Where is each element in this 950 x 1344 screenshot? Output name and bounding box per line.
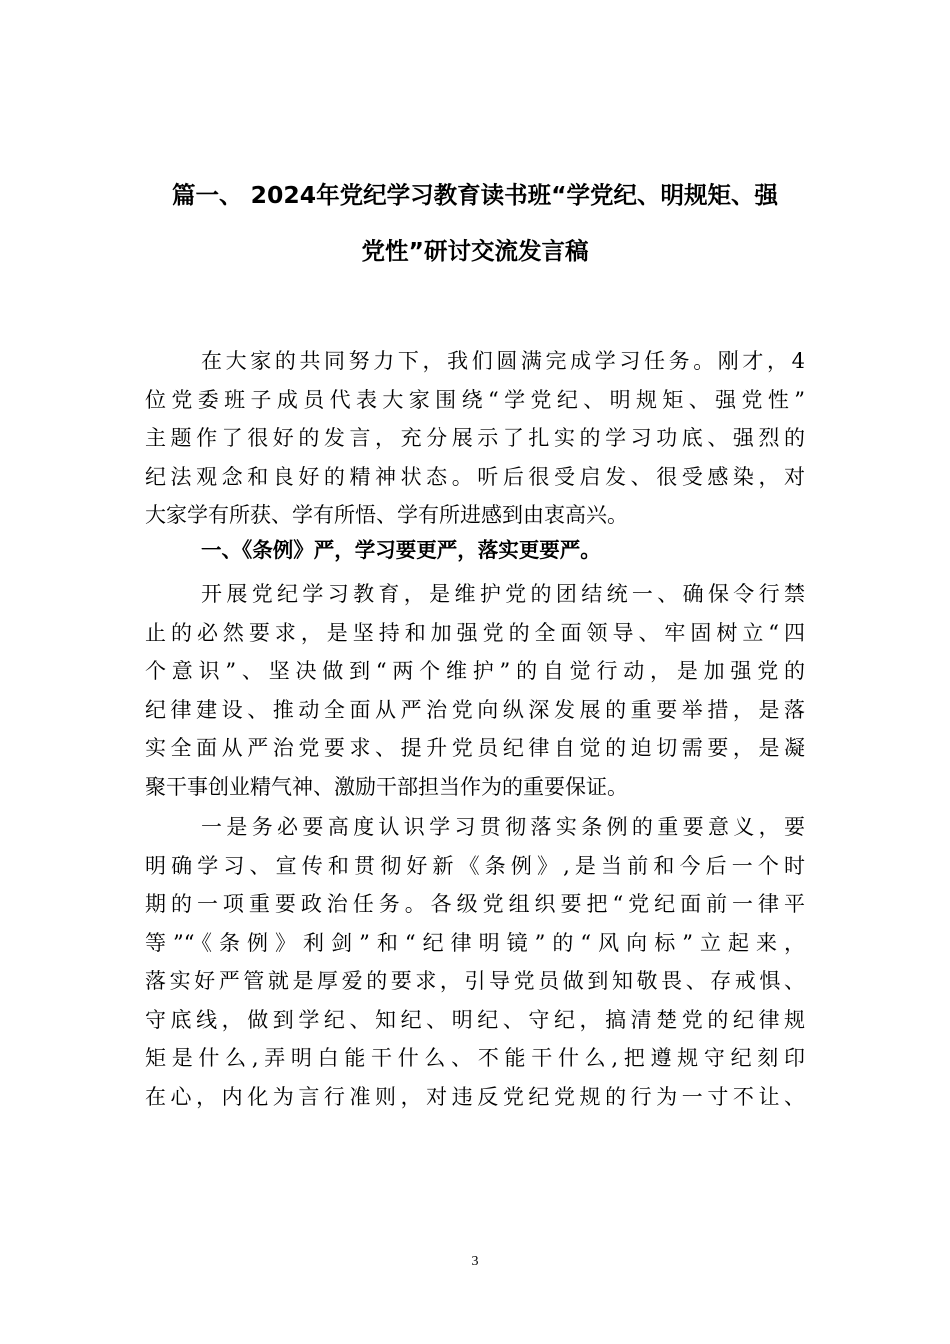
document-title-line-2: 党性”研讨交流发言稿: [361, 237, 589, 265]
section-heading-1: 一、《条例》严，学习要更严，落实更要严。: [201, 538, 601, 562]
paragraph-intro: [145, 342, 805, 535]
paragraph-point-one: [145, 808, 805, 1116]
paragraph-significance: [145, 575, 805, 806]
paragraph-line: 纪法观念和良好的精神状态。听后很受启发、很受感染，对: [145, 464, 805, 489]
paragraph-line: 个意识”、坚决做到“两个维护”的自觉行动，是加强党的: [145, 659, 805, 683]
paragraph-line: 位党委班子成员代表大家围绕“学党纪、明规矩、强党性”: [145, 387, 805, 412]
paragraph-line: 开展党纪学习教育，是维护党的团结统一、确保令行禁: [201, 582, 805, 606]
paragraph-line: 止的必然要求，是坚持和加强党的全面领导、牢固树立“四: [145, 620, 805, 645]
paragraph-line: 实全面从严治党要求、提升党员纪律自觉的迫切需要，是凝: [145, 736, 805, 760]
document-title-line-1: 篇一、 2024年党纪学习教育读书班“学党纪、明规矩、强: [171, 181, 779, 209]
paragraph-line: 在大家的共同努力下，我们圆满完成学习任务。刚才，4: [201, 349, 805, 373]
paragraph-line: 明确学习、宣传和贯彻好新《条例》,是当前和今后一个时: [145, 853, 805, 878]
paragraph-line: 矩是什么,弄明白能干什么、不能干什么,把遵规守纪刻印: [145, 1046, 805, 1070]
paragraph-line: 守底线，做到学纪、知纪、明纪、守纪，搞清楚党的纪律规: [145, 1007, 805, 1032]
paragraph-line: 主题作了很好的发言，充分展示了扎实的学习功底、强烈的: [145, 426, 805, 450]
paragraph-line: 等”“《条例》利剑”和“纪律明镜”的“风向标”立起来，: [145, 930, 805, 955]
paragraph-line: 期的一项重要政治任务。各级党组织要把“党纪面前一律平: [145, 892, 805, 916]
paragraph-line: 聚干事创业精气神、激励干部担当作为的重要保证。: [145, 774, 628, 799]
paragraph-line: 在心，内化为言行准则，对违反党纪党规的行为一寸不让、: [145, 1084, 805, 1109]
paragraph-line: 一是务必要高度认识学习贯彻落实条例的重要意义，要: [201, 815, 805, 839]
paragraph-line: 落实好严管就是厚爱的要求，引导党员做到知敬畏、存戒惧、: [145, 969, 805, 993]
paragraph-line: 纪律建设、推动全面从严治党向纵深发展的重要举措，是落: [145, 697, 805, 722]
paragraph-line: 大家学有所获、学有所悟、学有所进感到由衷高兴。: [145, 503, 628, 527]
page-number: 3: [471, 1254, 479, 1269]
